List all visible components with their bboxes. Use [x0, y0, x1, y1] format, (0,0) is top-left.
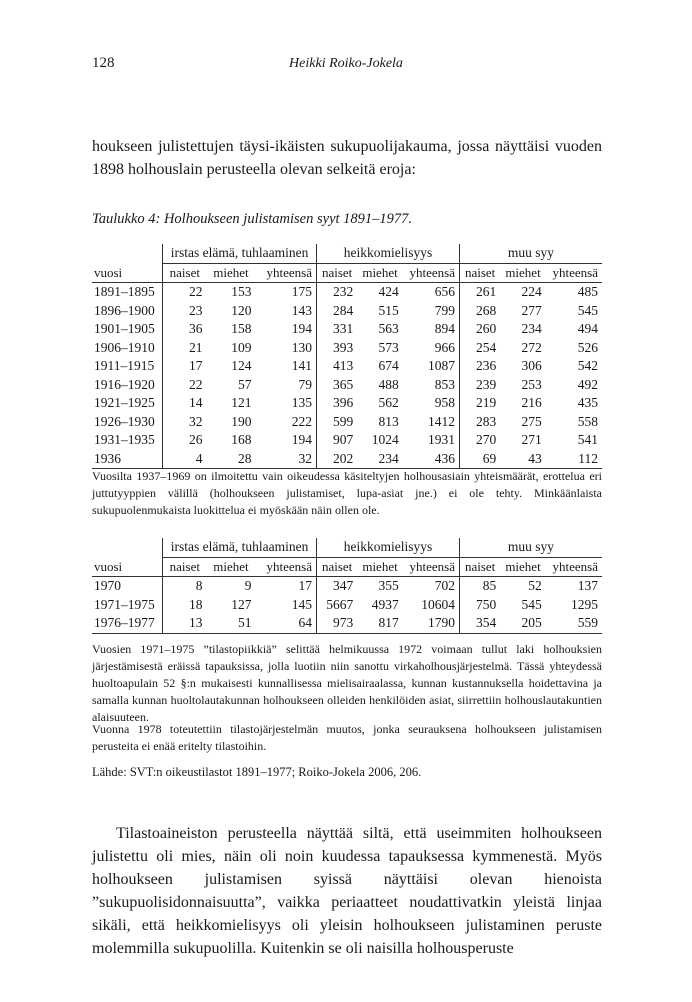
year-cell: 1911–1915 [94, 358, 155, 374]
value-cell: 36 [163, 320, 207, 339]
value-cell: 205 [500, 614, 546, 633]
value-cell: 194 [291, 432, 312, 448]
value-cell: 17 [163, 357, 207, 376]
column-header: miehet [357, 263, 403, 283]
value-cell: 18 [163, 596, 207, 615]
value-cell: 137 [577, 578, 598, 594]
column-header: naiset [459, 557, 500, 577]
value-cell: 817 [357, 614, 403, 633]
value-cell: 526 [577, 339, 598, 355]
table-row [92, 357, 602, 376]
value-cell: 32 [255, 450, 316, 469]
column-header: vuosi [92, 557, 163, 577]
group-header: heikkomielisyys [316, 244, 459, 263]
value-cell: 1790 [403, 614, 460, 633]
value-cell: 1295 [571, 596, 598, 612]
value-cell: 9 [244, 578, 252, 594]
value-cell: 57 [237, 376, 252, 392]
value-cell: 158 [231, 321, 252, 337]
column-header: vuosi [92, 263, 163, 283]
value-cell: 52 [528, 578, 542, 594]
value-cell: 234 [521, 321, 542, 337]
value-cell: 85 [459, 577, 500, 596]
column-header: yhteensä [255, 557, 316, 577]
value-cell: 153 [231, 284, 252, 300]
value-cell: 268 [459, 302, 500, 321]
value-cell: 130 [291, 339, 312, 355]
table-source: Lähde: SVT:n oikeustilastot 1891–1977; Roiko-Jokela 2006, 206. [92, 765, 422, 779]
value-cell: 494 [577, 321, 598, 337]
value-cell: 51 [206, 614, 255, 633]
table-row [92, 283, 602, 302]
intro-paragraph: houkseen julistettujen täysi-ikäisten sukupuolijakauma, jossa näyttäisi vuoden 1898 holhouslain perusteella olevan selkeitä eroja: [92, 138, 602, 178]
value-cell: 135 [291, 395, 312, 411]
value-cell: 573 [378, 339, 399, 355]
column-header: yhteensä [546, 557, 602, 577]
year-cell: 1901–1905 [94, 321, 155, 337]
column-header: naiset [459, 263, 500, 283]
year-cell: 1896–1900 [94, 302, 155, 318]
value-cell: 1931 [427, 432, 455, 448]
year-cell: 1976–1977 [92, 614, 163, 633]
value-cell: 354 [459, 614, 500, 633]
table-row [92, 394, 602, 413]
year-cell: 1921–1925 [94, 395, 155, 411]
value-cell: 562 [378, 395, 399, 411]
page-number: 128 [92, 55, 115, 71]
column-header: naiset [316, 557, 357, 577]
value-cell: 541 [577, 432, 598, 448]
table-caption: Taulukko 4: Holhoukseen julistamisen syyt 1891–1977. [92, 211, 413, 227]
value-cell: 271 [521, 432, 542, 448]
table-1 [92, 244, 602, 469]
value-cell: 222 [291, 413, 312, 429]
value-cell: 674 [378, 358, 399, 374]
value-cell: 21 [163, 339, 207, 358]
value-cell: 813 [378, 413, 399, 429]
group-header: muu syy [459, 538, 602, 557]
year-cell: 1971–1975 [94, 596, 155, 612]
table-row [92, 339, 602, 358]
table-2 [92, 538, 602, 634]
value-cell: 253 [521, 376, 542, 392]
value-cell: 5667 [316, 596, 357, 615]
value-cell: 515 [378, 302, 399, 318]
group-header: irstas elämä, tuhlaaminen [163, 538, 317, 557]
column-header: miehet [206, 557, 255, 577]
value-cell: 272 [521, 339, 542, 355]
value-cell: 112 [546, 450, 602, 469]
table-row [92, 320, 602, 339]
value-cell: 894 [434, 321, 455, 337]
value-cell: 14 [163, 394, 207, 413]
column-header: yhteensä [255, 263, 316, 283]
year-cell: 1916–1920 [94, 376, 155, 392]
value-cell: 306 [521, 358, 542, 374]
value-cell: 542 [577, 358, 598, 374]
group-header: heikkomielisyys [316, 538, 459, 557]
value-cell: 10604 [421, 596, 455, 612]
year-cell: 1936 [92, 450, 163, 469]
table-row [92, 431, 602, 450]
value-cell: 194 [291, 321, 312, 337]
value-cell: 4 [163, 450, 207, 469]
value-cell: 28 [206, 450, 255, 469]
value-cell: 393 [316, 339, 357, 358]
table-note: Vuosilta 1937–1969 on ilmoitettu vain oikeudessa käsiteltyjen holhousasiain yhteismäärät, erottelua eri juttutyyppien välillä (holhoukseen julistamiset, lupa-asiat jne.) ei ole tehty. Minkäänlaista sukupuolenmukaista luokittelua ei myöskään näin ollen ole. [92, 469, 602, 517]
column-header: miehet [357, 557, 403, 577]
value-cell: 69 [459, 450, 500, 469]
value-cell: 4937 [371, 596, 399, 612]
value-cell: 219 [459, 394, 500, 413]
value-cell: 236 [459, 357, 500, 376]
column-header: naiset [316, 263, 357, 283]
value-cell: 355 [378, 578, 399, 594]
value-cell: 799 [434, 302, 455, 318]
value-cell: 750 [459, 596, 500, 615]
value-cell: 23 [163, 302, 207, 321]
group-header: irstas elämä, tuhlaaminen [163, 244, 317, 263]
value-cell: 261 [459, 283, 500, 302]
value-cell: 141 [291, 358, 312, 374]
value-cell: 202 [316, 450, 357, 469]
year-cell: 1931–1935 [94, 432, 155, 448]
value-cell: 488 [378, 376, 399, 392]
value-cell: 853 [434, 376, 455, 392]
value-cell: 559 [546, 614, 602, 633]
value-cell: 232 [316, 283, 357, 302]
value-cell: 284 [316, 302, 357, 321]
table-row [92, 413, 602, 432]
table-note: Vuonna 1978 toteutettiin tilastojärjestelmän muutos, jonka seurauksena holhoukseen julistamisen perusteita ei enää eritelty tilastoihin. [92, 722, 602, 753]
value-cell: 545 [577, 302, 598, 318]
value-cell: 234 [357, 450, 403, 469]
value-cell: 124 [231, 358, 252, 374]
value-cell: 22 [163, 283, 207, 302]
value-cell: 270 [459, 431, 500, 450]
column-header: miehet [500, 557, 546, 577]
value-cell: 13 [163, 614, 207, 633]
year-cell: 1926–1930 [94, 413, 155, 429]
column-header: yhteensä [546, 263, 602, 283]
table-row [92, 577, 602, 596]
value-cell: 558 [577, 413, 598, 429]
value-cell: 599 [316, 413, 357, 432]
value-cell: 239 [459, 376, 500, 395]
value-cell: 260 [459, 320, 500, 339]
value-cell: 545 [521, 596, 542, 612]
value-cell: 563 [378, 321, 399, 337]
value-cell: 347 [316, 577, 357, 596]
value-cell: 216 [521, 395, 542, 411]
table-note: Vuosien 1971–1975 ”tilastopiikkiä” selittää helmikuussa 1972 voimaan tullut laki holhouksien järjestämisestä eräissä tapauksissa, jolla luotiin niin sanottu virkaholhousjärjestelmä. Tässä yhteydessä huoltoapulain 52 §:n mukaisesti kunnallisessa mielisairaalassa, kunnan kustannuksella hoidettavina ja samalla kunnan huoltolautakunnan holhoukseen olleiden henkilöiden asiat, siirrettiin holhouslautakuntien alaisuuteen. [92, 642, 602, 724]
running-head: Heikki Roiko-Jokela [289, 56, 403, 71]
value-cell: 907 [316, 431, 357, 450]
table-row [92, 596, 602, 615]
value-cell: 17 [298, 578, 312, 594]
year-cell: 1891–1895 [94, 284, 155, 300]
table-row [92, 450, 602, 469]
value-cell: 958 [434, 395, 455, 411]
value-cell: 43 [500, 450, 546, 469]
table-row [92, 614, 602, 633]
value-cell: 966 [434, 339, 455, 355]
value-cell: 492 [577, 376, 598, 392]
value-cell: 1412 [427, 413, 455, 429]
column-header: miehet [500, 263, 546, 283]
value-cell: 224 [521, 284, 542, 300]
value-cell: 64 [255, 614, 316, 633]
value-cell: 32 [163, 413, 207, 432]
column-header: naiset [163, 557, 207, 577]
value-cell: 365 [316, 376, 357, 395]
value-cell: 127 [231, 596, 252, 612]
year-cell: 1970 [94, 578, 121, 594]
value-cell: 1024 [371, 432, 399, 448]
value-cell: 277 [521, 302, 542, 318]
value-cell: 424 [378, 284, 399, 300]
value-cell: 145 [291, 596, 312, 612]
value-cell: 435 [577, 395, 598, 411]
group-header: muu syy [459, 244, 602, 263]
value-cell: 8 [163, 577, 207, 596]
value-cell: 656 [434, 284, 455, 300]
value-cell: 190 [231, 413, 252, 429]
column-header: miehet [206, 263, 255, 283]
body-paragraph: Tilastoaineiston perusteella näyttää siltä, että useimmiten holhoukseen julistettu oli mies, näin oli noin kuudessa tapauksessa kymmenestä. Myös holhoukseen julistamisen syissä näyttäisi olevan hienoista ”sukupuolisidonnaisuutta”, vaikka periaatteet noudattivatkin yleistä linjaa sikäli, että heikkomielisyys oli yleisin holhoukseen julistaminen peruste molemmilla sukupuolilla. Kuitenkin se oli naisilla holhousperuste [92, 825, 602, 957]
table-row [92, 376, 602, 395]
value-cell: 283 [459, 413, 500, 432]
value-cell: 1087 [427, 358, 455, 374]
value-cell: 254 [459, 339, 500, 358]
value-cell: 143 [291, 302, 312, 318]
value-cell: 26 [163, 431, 207, 450]
value-cell: 413 [316, 357, 357, 376]
value-cell: 175 [291, 284, 312, 300]
value-cell: 396 [316, 394, 357, 413]
value-cell: 79 [298, 376, 312, 392]
table-row [92, 302, 602, 321]
value-cell: 485 [577, 284, 598, 300]
value-cell: 109 [231, 339, 252, 355]
value-cell: 973 [316, 614, 357, 633]
value-cell: 331 [316, 320, 357, 339]
value-cell: 168 [231, 432, 252, 448]
value-cell: 120 [231, 302, 252, 318]
column-header: yhteensä [403, 557, 460, 577]
corner-cell [92, 538, 163, 557]
value-cell: 275 [521, 413, 542, 429]
corner-cell [92, 244, 163, 263]
year-cell: 1906–1910 [94, 339, 155, 355]
column-header: naiset [163, 263, 207, 283]
column-header: yhteensä [403, 263, 460, 283]
value-cell: 22 [163, 376, 207, 395]
value-cell: 121 [231, 395, 252, 411]
value-cell: 436 [403, 450, 460, 469]
value-cell: 702 [434, 578, 455, 594]
